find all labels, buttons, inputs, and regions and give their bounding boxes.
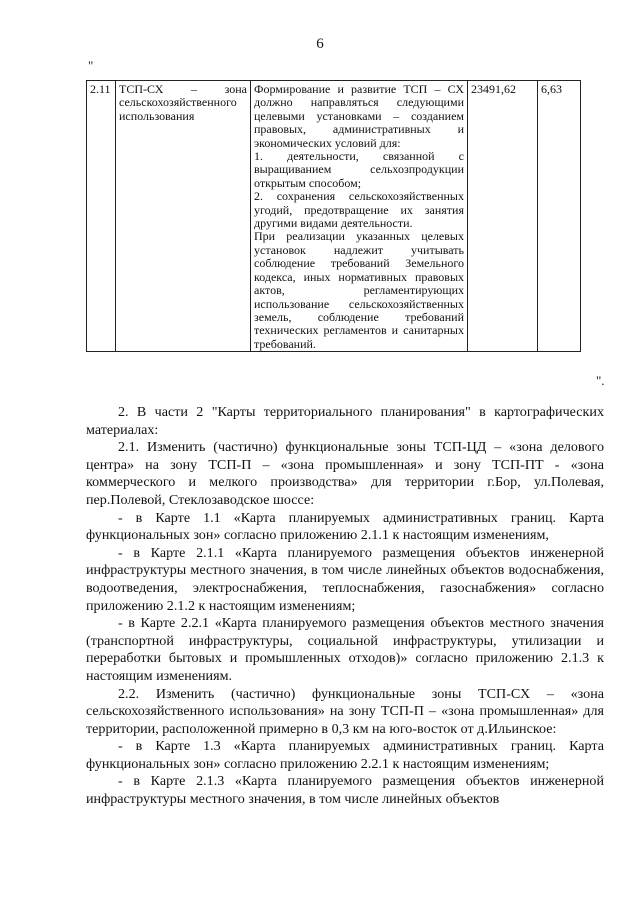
document-body	[86, 404, 604, 809]
description-conclusion: При реализации указанных целевых установок надлежит учитывать соблюдение требований Земельного кодекса, иных нормативных правовых актов, регламентирующих использование сельскохозяйственных земель, соблюдение требований технических регламентов и санитарных требований.	[254, 229, 464, 351]
zone-table	[86, 80, 581, 352]
area-cell: 23491,62	[468, 81, 538, 352]
zone-name-cell	[116, 81, 251, 352]
paragraph-2-1: 2.1. Изменить (частично) функциональные зоны ТСП-ЦД – «зона делового центра» на зону ТСП-П – «зона промышленная» и зону ТСП-ПТ - «зона коммерческого и мелкого производства» для территории г.Бор, ул.Полевая, пер.Полевой, Стеклозаводское шоссе:	[86, 439, 604, 508]
closing-quote: ".	[596, 373, 605, 388]
paragraph-2-2: 2.2. Изменить (частично) функциональные зоны ТСП-СХ – «зона сельскохозяйственного использования» на зону ТСП-П – «зона промышленная» для территории, расположенной примерно в 0,3 км на юго-восток от д.Ильинское:	[86, 685, 604, 737]
paragraph-map-2-1-3: - в Карте 2.1.3 «Карта планируемого размещения объектов инженерной инфраструктуры местного значения, в том числе линейных объектов	[86, 773, 604, 808]
description-item-2: 2. сохранения сельскохозяйственных угодий, предотвращение их занятия другими видами деятельности.	[254, 189, 464, 231]
zone-description-cell	[251, 81, 468, 352]
table-row	[87, 81, 581, 352]
description-item-1: 1. деятельности, связанной с выращиванием сельхозпродукции открытым способом;	[254, 149, 464, 190]
row-number-cell: 2.11	[87, 81, 116, 352]
paragraph-map-2-2-1: - в Карте 2.2.1 «Карта планируемого размещения объектов местного значения (транспортной инфраструктуры, социальной инфраструктуры, утилизации и переработки бытовых и промышленных отходов)» согласно приложению 2.1.3 к настоящим изменениям.	[86, 615, 604, 684]
opening-quote: "	[88, 58, 94, 73]
paragraph-map-2-1-1: - в Карте 2.1.1 «Карта планируемого размещения объектов инженерной инфраструктуры местного значения, в том числе линейных объектов водоснабжения, водоотведения, электроснабжения, теплоснабжения, газоснабжения» согласно приложению 2.1.2 к настоящим изменениям;	[86, 544, 604, 614]
zone-name: ТСП-СХ – зона сельскохозяйственного использования	[119, 82, 247, 123]
paragraph-map-1-1: - в Карте 1.1 «Карта планируемых административных границ. Карта функциональных зон» согласно приложению 2.1.1 к настоящим изменениям,	[86, 509, 604, 544]
description-intro: Формирование и развитие ТСП – СХ должно направляться следующими целевыми установками – созданием правовых, административных и экономических условий для:	[254, 82, 464, 150]
paragraph-map-1-3: - в Карте 1.3 «Карта планируемых административных границ. Карта функциональных зон» согласно приложению 2.2.1 к настоящим изменениям;	[86, 738, 604, 772]
paragraph-section-2: 2. В части 2 "Карты территориального планирования" в картографических материалах:	[86, 404, 604, 438]
page-number: 6	[316, 36, 324, 52]
percent-cell: 6,63	[538, 81, 581, 352]
